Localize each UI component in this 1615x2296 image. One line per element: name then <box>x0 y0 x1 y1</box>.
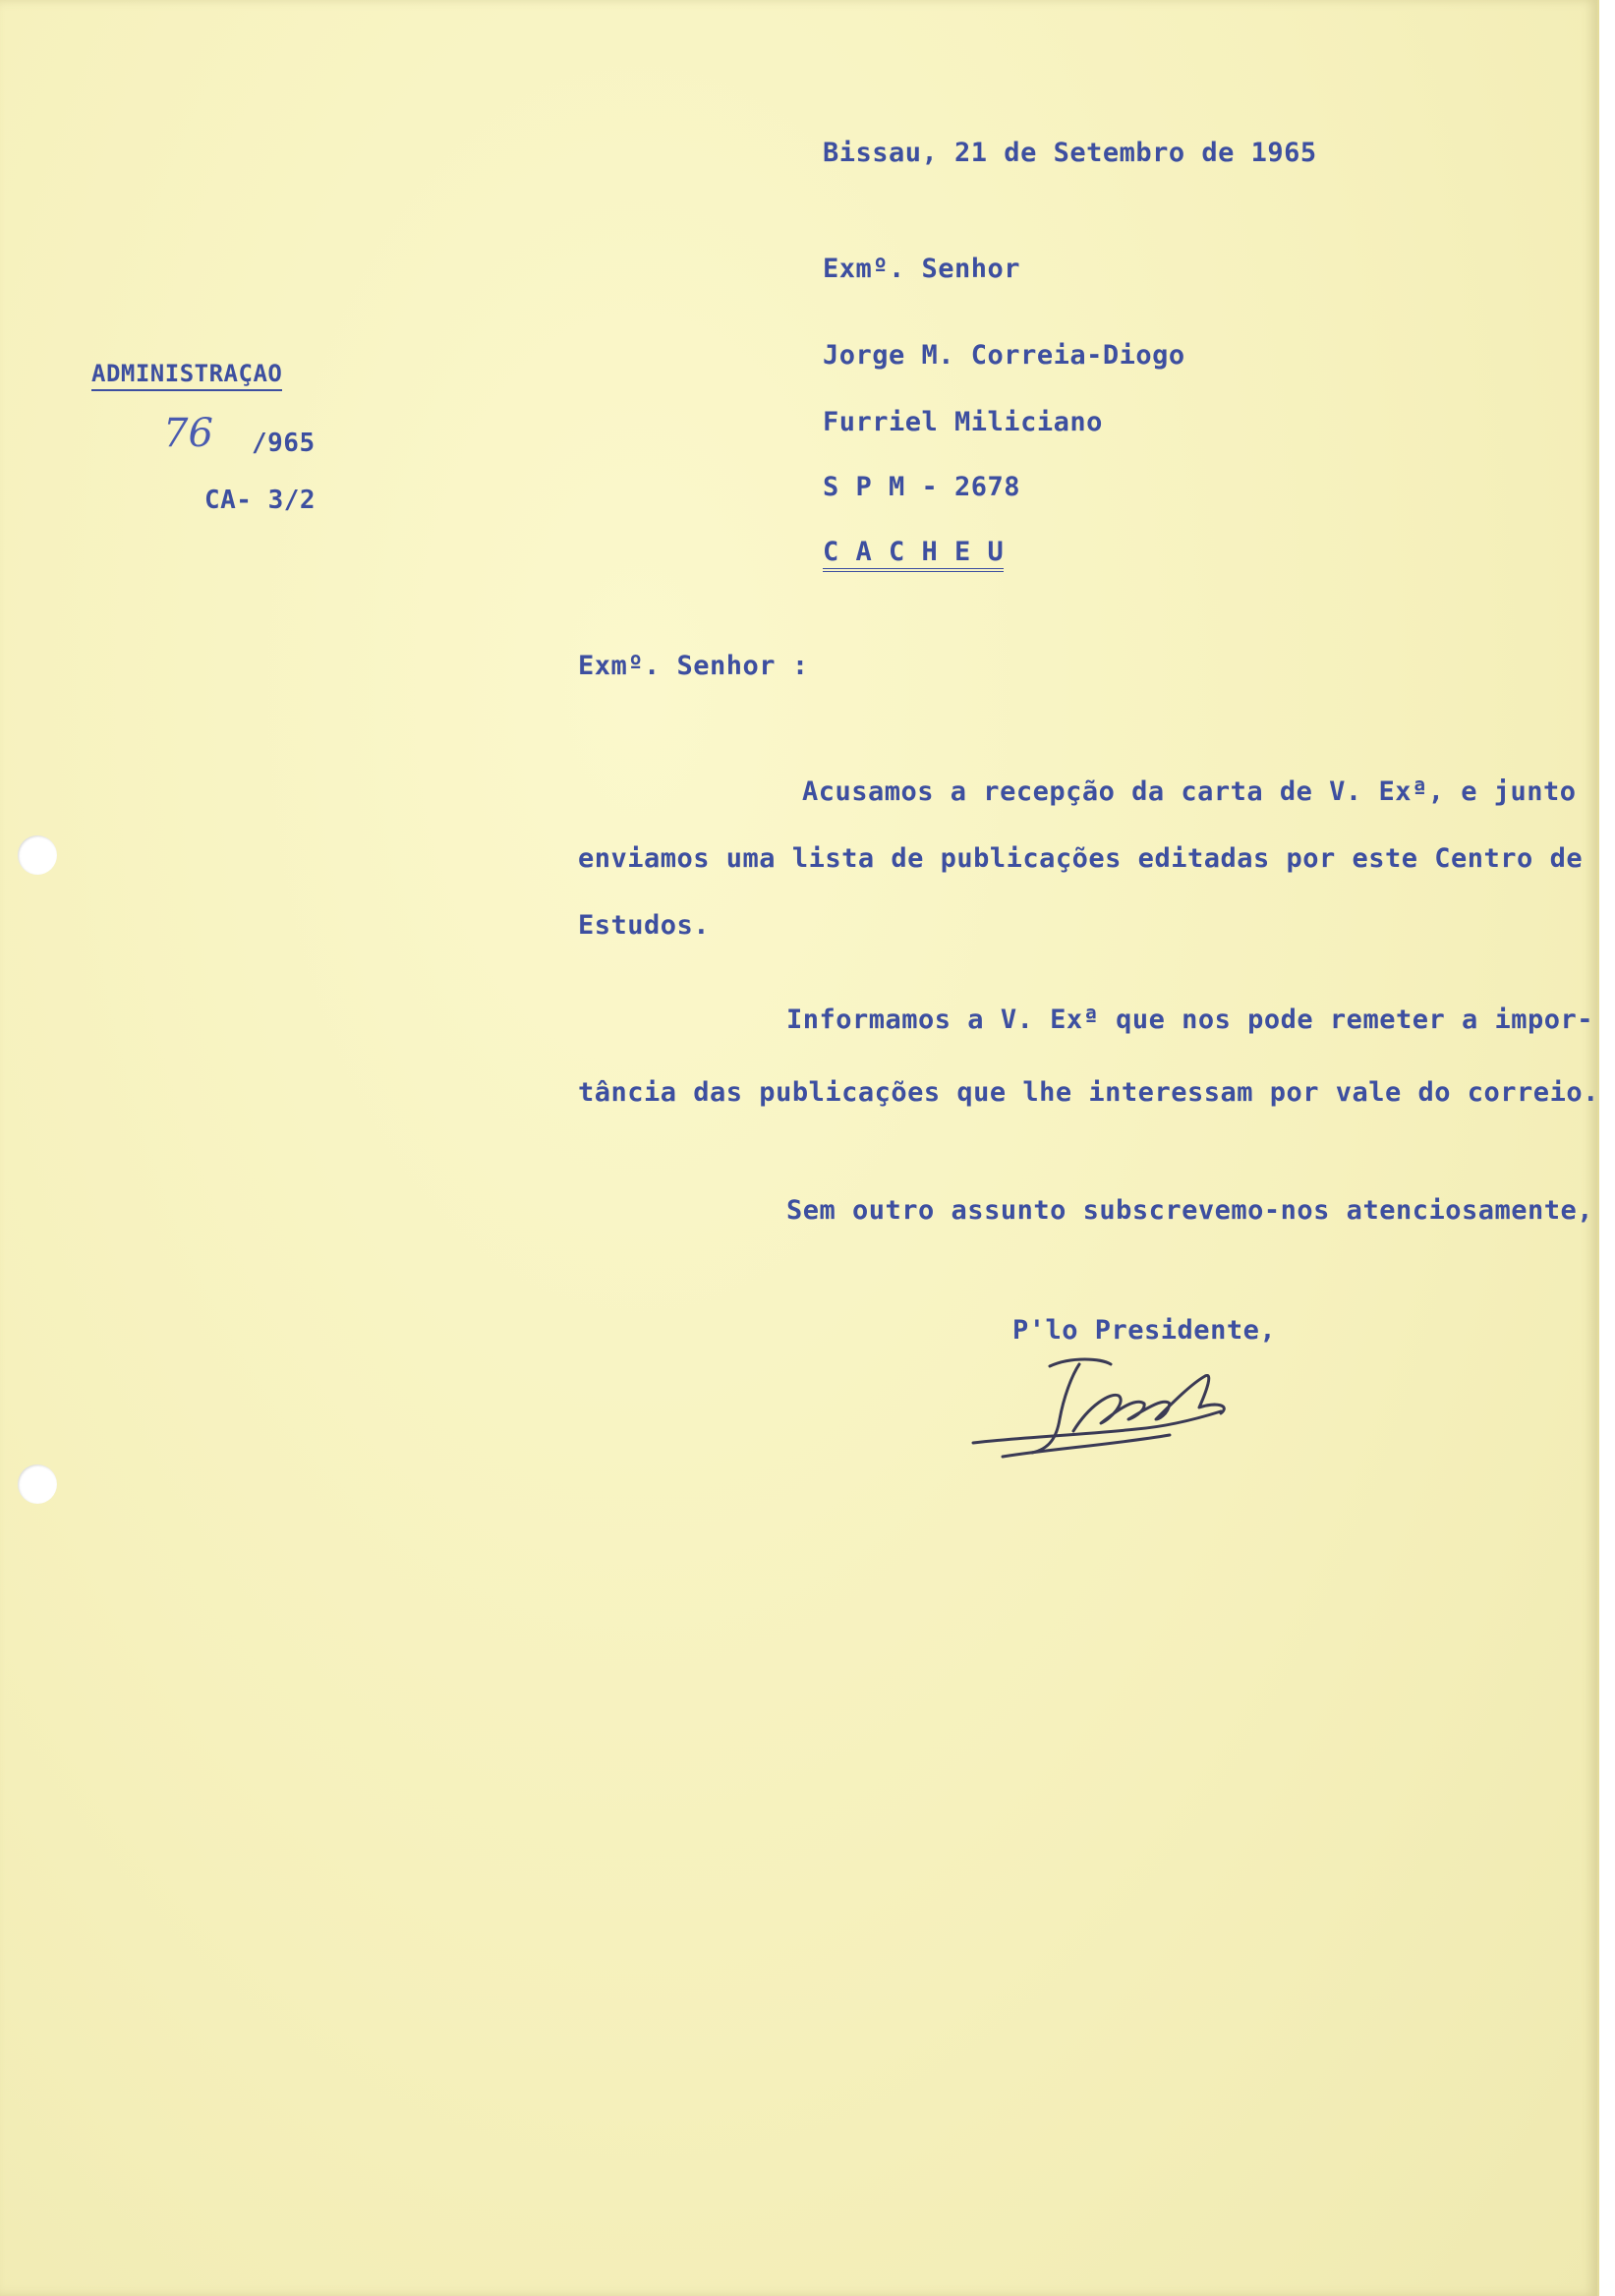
recipient-rank: Furriel Miliciano <box>823 407 1103 437</box>
punch-hole-bottom <box>18 1464 57 1504</box>
paragraph1-line3: Estudos. <box>578 910 711 941</box>
recipient-name: Jorge M. Correia-Diogo <box>823 340 1185 371</box>
signoff: P'lo Presidente, <box>1012 1315 1277 1346</box>
reference-department: ADMINISTRAÇAO <box>91 360 282 391</box>
handwritten-signature <box>963 1347 1278 1474</box>
paragraph2-line2: tância das publicações que lhe interessam por vale do correio. <box>578 1077 1599 1108</box>
greeting: Exmº. Senhor : <box>578 651 809 681</box>
reference-code: CA- 3/2 <box>204 486 317 515</box>
recipient-salutation: Exmº. Senhor <box>823 254 1021 284</box>
paragraph1-line1: Acusamos a recepção da carta de V. Exª, e junto <box>802 776 1577 807</box>
paragraph1-line2: enviamos uma lista de publicações editadas por este Centro de <box>578 843 1584 874</box>
punch-hole-top <box>18 835 57 875</box>
date-line: Bissau, 21 de Setembro de 1965 <box>823 138 1317 168</box>
recipient-place: C A C H E U <box>823 537 1004 572</box>
reference-number: 76 <box>163 411 213 456</box>
paragraph2-line1: Informamos a V. Exª que nos pode remeter a impor- <box>786 1004 1594 1035</box>
recipient-spm: S P M - 2678 <box>823 472 1021 502</box>
closing-line: Sem outro assunto subscrevemo-nos atenciosamente, <box>786 1195 1594 1226</box>
reference-year: /965 <box>252 429 316 458</box>
